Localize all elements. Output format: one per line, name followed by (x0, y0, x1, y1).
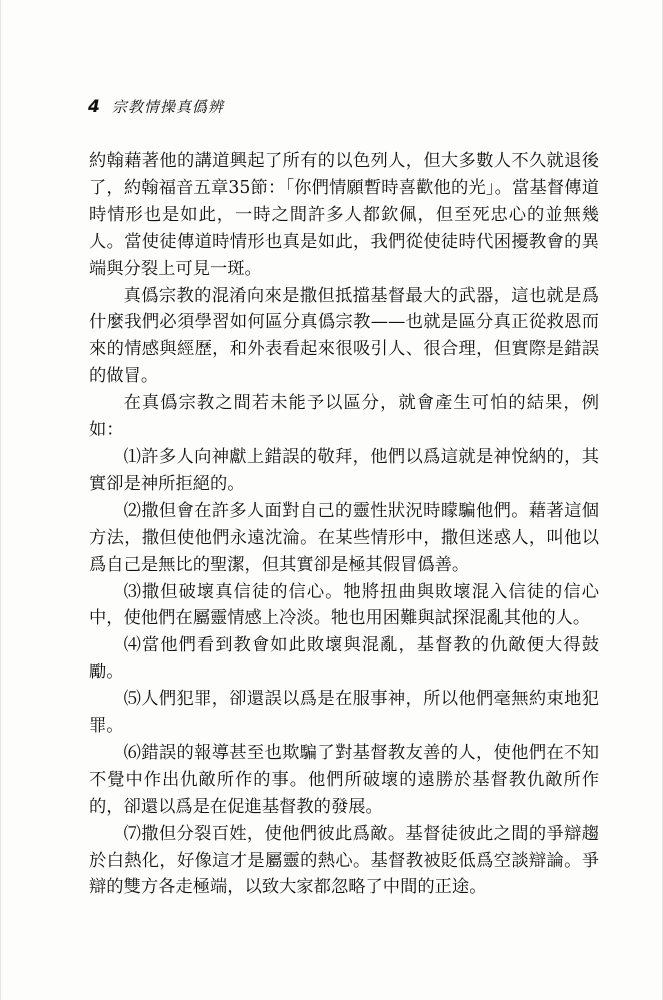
list-item-2: ⑵撒但會在許多人面對自己的靈性狀況時矇騙他們。藉著這個方法，撒但使他們永遠沈淪。在某些情形中，撒但迷惑人，叫他以爲自己是無比的聖潔，但其實卻是極其假冒僞善。 (89, 500, 599, 575)
list-item-5: ⑸人們犯罪，卻還誤以爲是在服事神，所以他們毫無約束地犯罪。 (89, 689, 599, 737)
list-item-3: ⑶撒但破壞真信徒的信心。牠將扭曲與敗壞混入信徒的信心中，使他們在屬靈情感上冷淡。牠也用困難與試探混亂其他的人。 (89, 581, 599, 629)
list-item-4: ⑷當他們看到教會如此敗壞與混亂，基督教的仇敵便大得鼓勵。 (89, 635, 599, 683)
book-title: 宗教情操真僞辨 (111, 98, 224, 116)
list-item-7: ⑺撒但分裂百姓，使他們彼此爲敵。基督徒彼此之間的爭辯趨於白熱化，好像這才是屬靈的熱心。基督教被貶低爲空談辯論。爭辯的雙方各走極端，以致大家都忽略了中間的正途。 (89, 823, 599, 898)
body-text (89, 148, 599, 901)
paragraph-continuation: 約翰藉著他的講道興起了所有的以色列人，但大多數人不久就退後了，約翰福音五章35節：「你們情願暫時喜歡他的光」。當基督傳道時情形也是如此，一時之間許多人都欽佩，但至死忠心的並無幾人。當使徒傳道時情形也真是如此，我們從使徒時代困擾教會的異端與分裂上可見一斑。 (89, 151, 599, 279)
paragraph: 在真僞宗教之間若未能予以區分，就會產生可怕的結果，例如： (89, 393, 599, 441)
page-number: 4 (88, 97, 100, 117)
running-header (88, 96, 224, 117)
paragraph: 真僞宗教的混淆向來是撒但抵擋基督最大的武器，這也就是爲什麼我們必須學習如何區分真僞宗教——也就是區分真正從救恩而來的情感與經歷，和外表看起來很吸引人、很合理，但實際是錯誤的做冒。 (89, 285, 599, 387)
list-item-1: ⑴許多人向神獻上錯誤的敬拜，他們以爲這就是神悅納的，其實卻是神所拒絕的。 (89, 446, 599, 494)
list-item-6: ⑹錯誤的報導甚至也欺騙了對基督教友善的人，使他們在不知不覺中作出仇敵所作的事。他們所破壞的遠勝於基督教仇敵所作的，卻還以爲是在促進基督教的發展。 (89, 742, 599, 817)
